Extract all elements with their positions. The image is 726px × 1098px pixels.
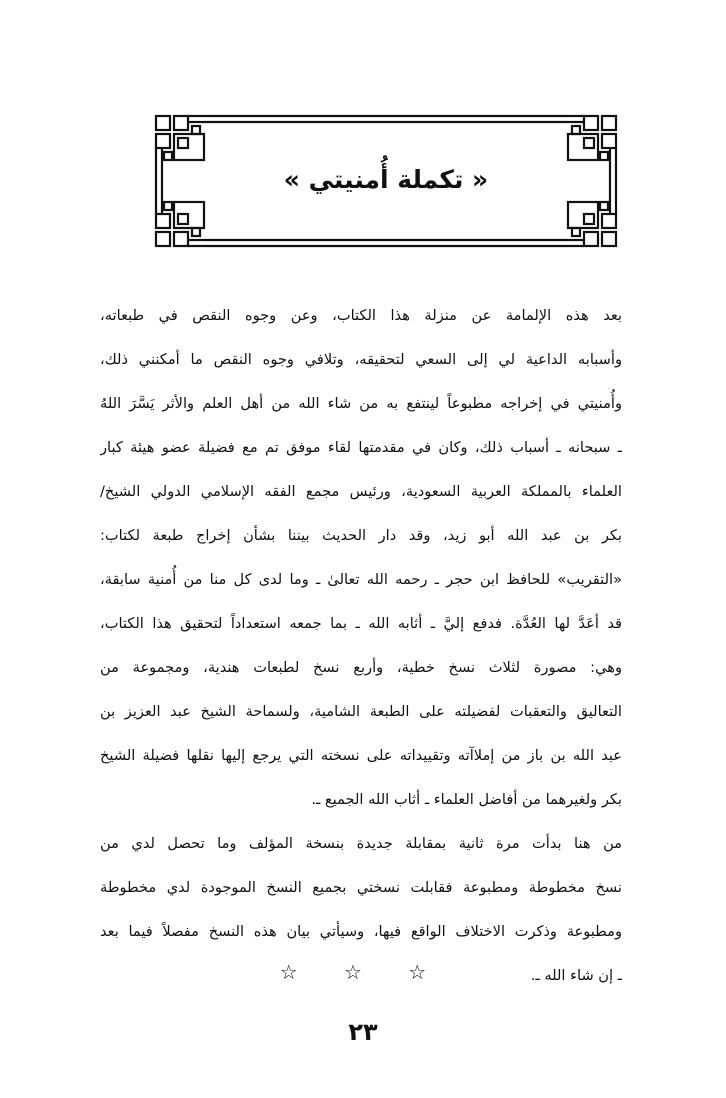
text-line: نسخ مخطوطة ومطبوعة فقابلت نسختي بجميع النسخ الموجودة لدي مخطوطة [100, 879, 622, 896]
page-number: ٢٣ [348, 1018, 378, 1046]
corner-ornament [568, 202, 616, 246]
text-line: وهي: مصورة لثلاث نسخ خطية، وأربع نسخ لطبعات هندية، ومجموعة من [100, 659, 622, 676]
chapter-title: « تكملة أُمنيتي » [283, 165, 489, 194]
text-line: وأُمنيتي في إخراجه مطبوعاً لينتفع به من شاء الله من أهل العلم والأثر يَسَّرَ اللهُ [100, 395, 622, 412]
text-line: بكر بن عبد الله أبو زيد، وقد دار الحديث بيننا بشأن إخراج طبعة لكتاب: [100, 527, 622, 544]
text-line: وأسبابه الداعية لي إلى السعي لتحقيقه، وتلافي وجوه النقص ما أمكنني ذلك، [100, 351, 622, 368]
star-separator: ☆ ☆ ☆ [279, 960, 447, 984]
text-line: ـ إن شاء الله ـ. [530, 967, 622, 984]
corner-ornament [568, 116, 616, 160]
paragraph [100, 294, 622, 822]
text-line: من هنا بدأت مرة ثانية بمقابلة جديدة بنسخة المؤلف وما تحصل لدي من [100, 835, 622, 852]
text-line: بعد هذه الإلمامة عن منزلة هذا الكتاب، وعن وجوه النقص في طبعاته، [100, 307, 622, 324]
text-line: «التقريب» للحافظ ابن حجر ـ رحمه الله تعالىٰ ـ وما لدى كل منا من أُمنية سابقة، [100, 571, 622, 588]
text-line: عبد الله بن باز من إملاآته وتقييداته على نسخته التي يرجع إليها نقلها فضيلة الشيخ [100, 747, 622, 764]
title-frame [152, 112, 620, 250]
text-line: ـ سبحانه ـ أسباب ذلك، وكان في مقدمتها لقاء موفق تم مع فضيلة عضو هيئة كبار [100, 439, 622, 456]
text-line: التعاليق والتعقبات لفضيلته على الطبعة الشامية، ولسماحة الشيخ عبد العزيز بن [100, 703, 622, 720]
text-line: ومطبوعة وذكرت الاختلاف الواقع فيها، وسيأتي بيان هذه النسخ مفصلاً فيما بعد [100, 923, 622, 940]
text-line: العلماء بالمملكة العربية السعودية، ورئيس مجمع الفقه الإسلامي الدولي الشيخ/ [100, 483, 622, 500]
corner-ornament [156, 202, 204, 246]
body-text [100, 294, 622, 998]
text-line: بكر ولغيرهما من أفاضل العلماء ـ أثاب الله الجميع ـ. [311, 791, 622, 808]
corner-ornament [156, 116, 204, 160]
text-line: قد أعَدَّ لها العُدَّة. فدفع إليَّ ـ أثابه الله ـ بما جمعه استعداداً لتحقيق هذا الكتاب، [100, 615, 622, 632]
